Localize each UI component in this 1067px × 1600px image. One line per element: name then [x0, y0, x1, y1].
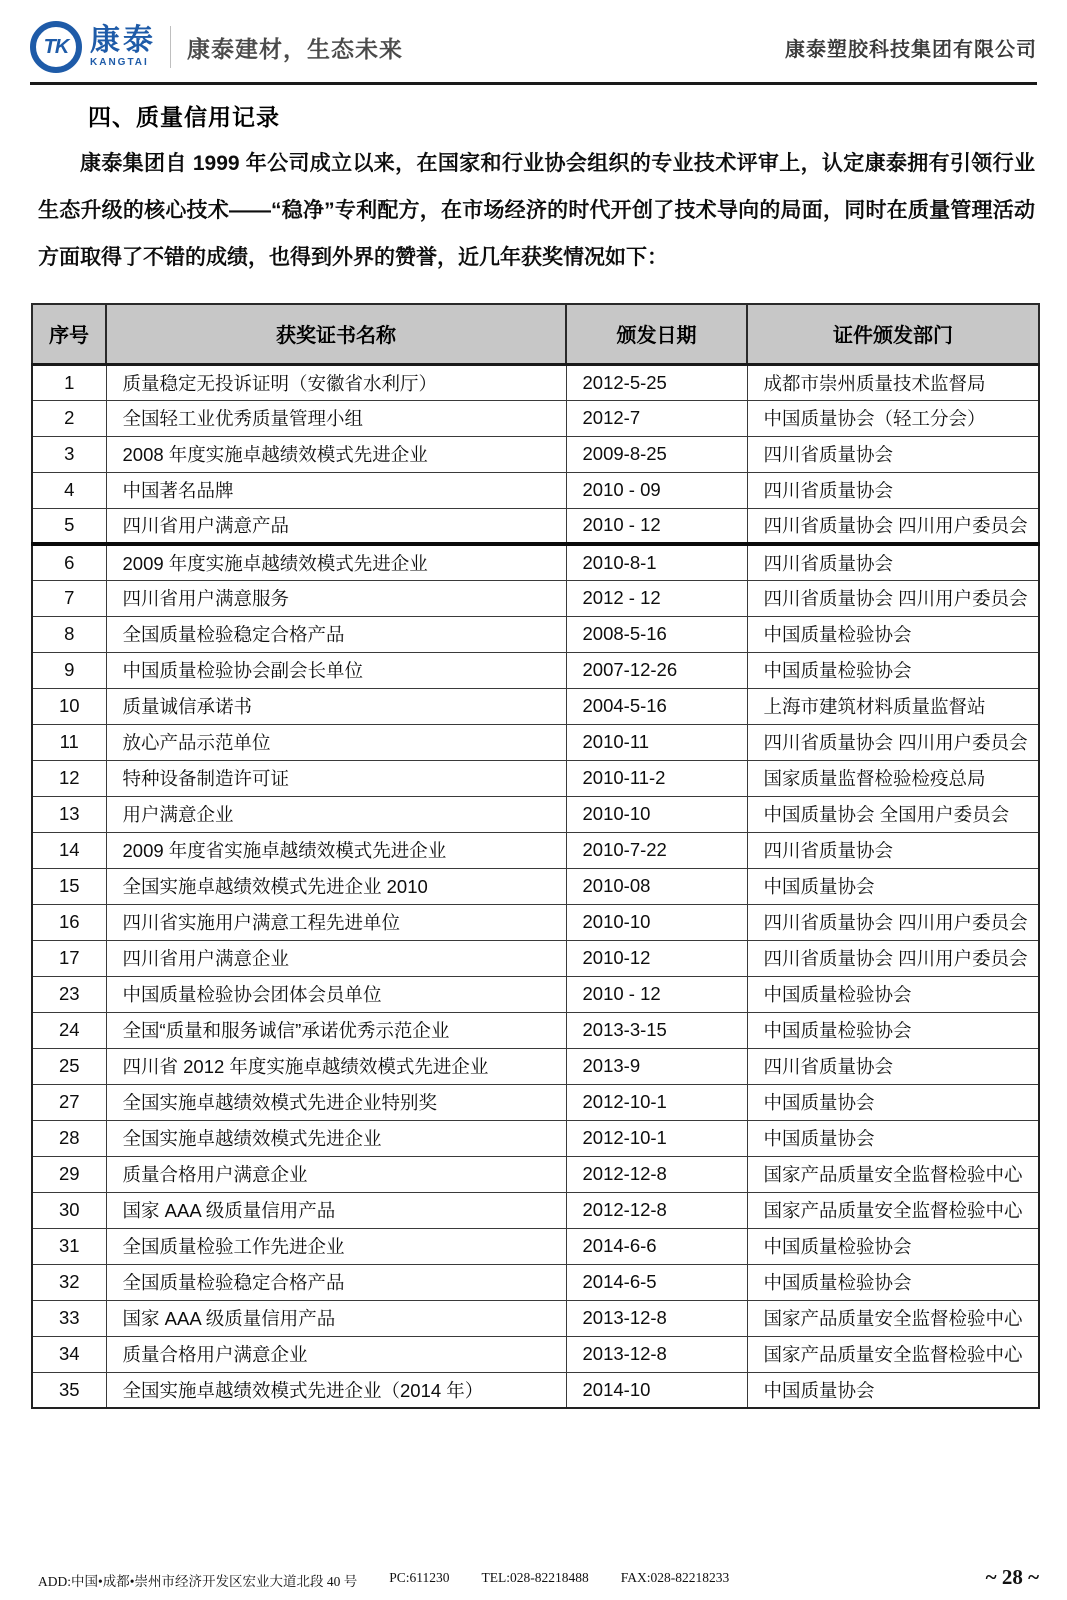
certificate-name-cell: 特种设备制造许可证 [106, 760, 566, 796]
table-row [32, 436, 1039, 472]
row-number-cell: 9 [32, 652, 106, 688]
issue-date-cell: 2014-6-5 [566, 1264, 747, 1300]
issue-date-cell: 2010 - 12 [566, 976, 747, 1012]
kangtai-logo-icon: TK [30, 21, 82, 73]
table-row [32, 1192, 1039, 1228]
table-row [32, 1156, 1039, 1192]
certificate-name-cell: 中国著名品牌 [106, 472, 566, 508]
row-number-cell: 5 [32, 508, 106, 544]
row-number-cell: 12 [32, 760, 106, 796]
issuer-cell: 中国质量检验协会 [747, 1264, 1039, 1300]
issuer-cell: 四川省质量协会 [747, 832, 1039, 868]
table-row [32, 472, 1039, 508]
issuer-cell: 上海市建筑材料质量监督站 [747, 688, 1039, 724]
awards-table [31, 303, 1040, 1409]
certificate-name-cell: 质量合格用户满意企业 [106, 1156, 566, 1192]
issuer-cell: 国家产品质量安全监督检验中心 [747, 1336, 1039, 1372]
issuer-cell: 成都市崇州质量技术监督局 [747, 364, 1039, 400]
issuer-cell: 中国质量检验协会 [747, 652, 1039, 688]
issue-date-cell: 2010-10 [566, 904, 747, 940]
issue-date-cell: 2014-6-6 [566, 1228, 747, 1264]
col-header-certificate: 获奖证书名称 [106, 304, 566, 364]
issuer-cell: 四川省质量协会 [747, 472, 1039, 508]
certificate-name-cell: 四川省用户满意服务 [106, 580, 566, 616]
issue-date-cell: 2010-08 [566, 868, 747, 904]
table-row [32, 508, 1039, 544]
table-row [32, 1300, 1039, 1336]
issue-date-cell: 2010-12 [566, 940, 747, 976]
table-row [32, 616, 1039, 652]
row-number-cell: 15 [32, 868, 106, 904]
certificate-name-cell: 国家 AAA 级质量信用产品 [106, 1300, 566, 1336]
footer-contact [38, 1570, 729, 1590]
issue-date-cell: 2012-5-25 [566, 364, 747, 400]
table-row [32, 580, 1039, 616]
issue-date-cell: 2012-10-1 [566, 1084, 747, 1120]
intro-paragraph: 康泰集团自 1999 年公司成立以来，在国家和行业协会组织的专业技术评审上，认定康泰拥有引领行业生态升级的核心技术——“稳净”专利配方，在市场经济的时代开创了技术导向的局面，同时在质量管理活动方面取得了不错的成绩，也得到外界的赞誉，近几年获奖情况如下： [38, 152, 1035, 269]
table-row [32, 1372, 1039, 1408]
section-title: 四、质量信用记录 [88, 104, 280, 130]
issuer-cell: 国家产品质量安全监督检验中心 [747, 1192, 1039, 1228]
footer-telephone: TEL:028-82218488 [481, 1570, 589, 1585]
row-number-cell: 17 [32, 940, 106, 976]
table-row [32, 904, 1039, 940]
certificate-name-cell: 放心产品示范单位 [106, 724, 566, 760]
awards-table-body [32, 364, 1039, 1408]
row-number-cell: 11 [32, 724, 106, 760]
certificate-name-cell: 2009 年度实施卓越绩效模式先进企业 [106, 544, 566, 580]
issuer-cell: 四川省质量协会 [747, 436, 1039, 472]
certificate-name-cell: 质量稳定无投诉证明（安徽省水利厅） [106, 364, 566, 400]
logo-name-en: KANGTAI [90, 57, 149, 68]
row-number-cell: 3 [32, 436, 106, 472]
table-row [32, 940, 1039, 976]
row-number-cell: 16 [32, 904, 106, 940]
certificate-name-cell: 四川省 2012 年度实施卓越绩效模式先进企业 [106, 1048, 566, 1084]
certificate-name-cell: 2009 年度省实施卓越绩效模式先进企业 [106, 832, 566, 868]
row-number-cell: 30 [32, 1192, 106, 1228]
issue-date-cell: 2010 - 12 [566, 508, 747, 544]
issue-date-cell: 2007-12-26 [566, 652, 747, 688]
issuer-cell: 四川省质量协会 [747, 1048, 1039, 1084]
col-header-number: 序号 [32, 304, 106, 364]
row-number-cell: 4 [32, 472, 106, 508]
row-number-cell: 31 [32, 1228, 106, 1264]
certificate-name-cell: 全国实施卓越绩效模式先进企业特别奖 [106, 1084, 566, 1120]
row-number-cell: 7 [32, 580, 106, 616]
awards-table-head [32, 304, 1039, 364]
row-number-cell: 35 [32, 1372, 106, 1408]
issuer-cell: 国家产品质量安全监督检验中心 [747, 1156, 1039, 1192]
issue-date-cell: 2010-10 [566, 796, 747, 832]
table-row [32, 760, 1039, 796]
issue-date-cell: 2012 - 12 [566, 580, 747, 616]
issue-date-cell: 2010-11 [566, 724, 747, 760]
issue-date-cell: 2013-9 [566, 1048, 747, 1084]
col-header-date: 颁发日期 [566, 304, 747, 364]
company-name: 康泰塑胶科技集团有限公司 [785, 38, 1037, 61]
row-number-cell: 6 [32, 544, 106, 580]
header-rule [30, 82, 1037, 85]
table-row [32, 364, 1039, 400]
issue-date-cell: 2014-10 [566, 1372, 747, 1408]
row-number-cell: 14 [32, 832, 106, 868]
table-header-row [32, 304, 1039, 364]
issue-date-cell: 2013-12-8 [566, 1300, 747, 1336]
header-divider [170, 26, 171, 68]
table-row [32, 796, 1039, 832]
footer-address: ADD:中国•成都•崇州市经济开发区宏业大道北段 40 号 [38, 1574, 358, 1589]
row-number-cell: 29 [32, 1156, 106, 1192]
table-row [32, 1120, 1039, 1156]
issue-date-cell: 2012-10-1 [566, 1120, 747, 1156]
issuer-cell: 四川省质量协会 四川用户委员会 [747, 904, 1039, 940]
table-row [32, 688, 1039, 724]
row-number-cell: 10 [32, 688, 106, 724]
row-number-cell: 24 [32, 1012, 106, 1048]
issuer-cell: 中国质量检验协会 [747, 976, 1039, 1012]
brand-tagline: 康泰建材，生态未来 [187, 35, 403, 62]
certificate-name-cell: 全国质量检验稳定合格产品 [106, 1264, 566, 1300]
row-number-cell: 1 [32, 364, 106, 400]
footer-postcode: PC:611230 [389, 1570, 450, 1585]
table-row [32, 724, 1039, 760]
issue-date-cell: 2010-11-2 [566, 760, 747, 796]
page-number: ~ 28 ~ [985, 1565, 1039, 1589]
page-footer [38, 1565, 1039, 1590]
issuer-cell: 中国质量检验协会 [747, 616, 1039, 652]
issuer-cell: 中国质量协会 全国用户委员会 [747, 796, 1039, 832]
issuer-cell: 四川省质量协会 [747, 544, 1039, 580]
issuer-cell: 四川省质量协会 四川用户委员会 [747, 724, 1039, 760]
row-number-cell: 28 [32, 1120, 106, 1156]
table-row [32, 1084, 1039, 1120]
row-number-cell: 32 [32, 1264, 106, 1300]
certificate-name-cell: 全国质量检验工作先进企业 [106, 1228, 566, 1264]
table-row [32, 400, 1039, 436]
row-number-cell: 23 [32, 976, 106, 1012]
issue-date-cell: 2009-8-25 [566, 436, 747, 472]
row-number-cell: 25 [32, 1048, 106, 1084]
certificate-name-cell: 全国质量检验稳定合格产品 [106, 616, 566, 652]
table-row [32, 1264, 1039, 1300]
issuer-cell: 中国质量协会（轻工分会） [747, 400, 1039, 436]
certificate-name-cell: 质量合格用户满意企业 [106, 1336, 566, 1372]
row-number-cell: 33 [32, 1300, 106, 1336]
page-header [30, 18, 1037, 76]
brand-block [30, 21, 403, 73]
row-number-cell: 8 [32, 616, 106, 652]
table-row [32, 544, 1039, 580]
table-row [32, 868, 1039, 904]
table-row [32, 976, 1039, 1012]
certificate-name-cell: 中国质量检验协会团体会员单位 [106, 976, 566, 1012]
certificate-name-cell: 国家 AAA 级质量信用产品 [106, 1192, 566, 1228]
issue-date-cell: 2013-12-8 [566, 1336, 747, 1372]
issuer-cell: 四川省质量协会 四川用户委员会 [747, 940, 1039, 976]
logo-name-cn: 康泰 [90, 24, 156, 57]
table-row [32, 832, 1039, 868]
certificate-name-cell: 全国实施卓越绩效模式先进企业 2010 [106, 868, 566, 904]
issue-date-cell: 2008-5-16 [566, 616, 747, 652]
issue-date-cell: 2012-7 [566, 400, 747, 436]
certificate-name-cell: 中国质量检验协会副会长单位 [106, 652, 566, 688]
certificate-name-cell: 用户满意企业 [106, 796, 566, 832]
table-row [32, 1336, 1039, 1372]
issuer-cell: 中国质量协会 [747, 1084, 1039, 1120]
certificate-name-cell: 全国轻工业优秀质量管理小组 [106, 400, 566, 436]
row-number-cell: 34 [32, 1336, 106, 1372]
logo-wordmark [90, 26, 156, 68]
issuer-cell: 四川省质量协会 四川用户委员会 [747, 508, 1039, 544]
certificate-name-cell: 全国实施卓越绩效模式先进企业（2014 年） [106, 1372, 566, 1408]
issuer-cell: 中国质量检验协会 [747, 1228, 1039, 1264]
issue-date-cell: 2010-7-22 [566, 832, 747, 868]
certificate-name-cell: 四川省用户满意企业 [106, 940, 566, 976]
issue-date-cell: 2010-8-1 [566, 544, 747, 580]
issuer-cell: 四川省质量协会 四川用户委员会 [747, 580, 1039, 616]
footer-fax: FAX:028-82218233 [620, 1570, 730, 1585]
table-row [32, 1012, 1039, 1048]
row-number-cell: 2 [32, 400, 106, 436]
issuer-cell: 中国质量协会 [747, 868, 1039, 904]
issue-date-cell: 2012-12-8 [566, 1192, 747, 1228]
issuer-cell: 国家质量监督检验检疫总局 [747, 760, 1039, 796]
certificate-name-cell: 四川省用户满意产品 [106, 508, 566, 544]
issuer-cell: 中国质量协会 [747, 1120, 1039, 1156]
row-number-cell: 27 [32, 1084, 106, 1120]
table-row [32, 1228, 1039, 1264]
col-header-issuer: 证件颁发部门 [747, 304, 1039, 364]
certificate-name-cell: 2008 年度实施卓越绩效模式先进企业 [106, 436, 566, 472]
issue-date-cell: 2010 - 09 [566, 472, 747, 508]
issuer-cell: 国家产品质量安全监督检验中心 [747, 1300, 1039, 1336]
certificate-name-cell: 全国实施卓越绩效模式先进企业 [106, 1120, 566, 1156]
issue-date-cell: 2013-3-15 [566, 1012, 747, 1048]
certificate-name-cell: 质量诚信承诺书 [106, 688, 566, 724]
row-number-cell: 13 [32, 796, 106, 832]
issue-date-cell: 2004-5-16 [566, 688, 747, 724]
certificate-name-cell: 四川省实施用户满意工程先进单位 [106, 904, 566, 940]
table-row [32, 1048, 1039, 1084]
issuer-cell: 中国质量检验协会 [747, 1012, 1039, 1048]
issue-date-cell: 2012-12-8 [566, 1156, 747, 1192]
table-row [32, 652, 1039, 688]
certificate-name-cell: 全国“质量和服务诚信”承诺优秀示范企业 [106, 1012, 566, 1048]
issuer-cell: 中国质量协会 [747, 1372, 1039, 1408]
